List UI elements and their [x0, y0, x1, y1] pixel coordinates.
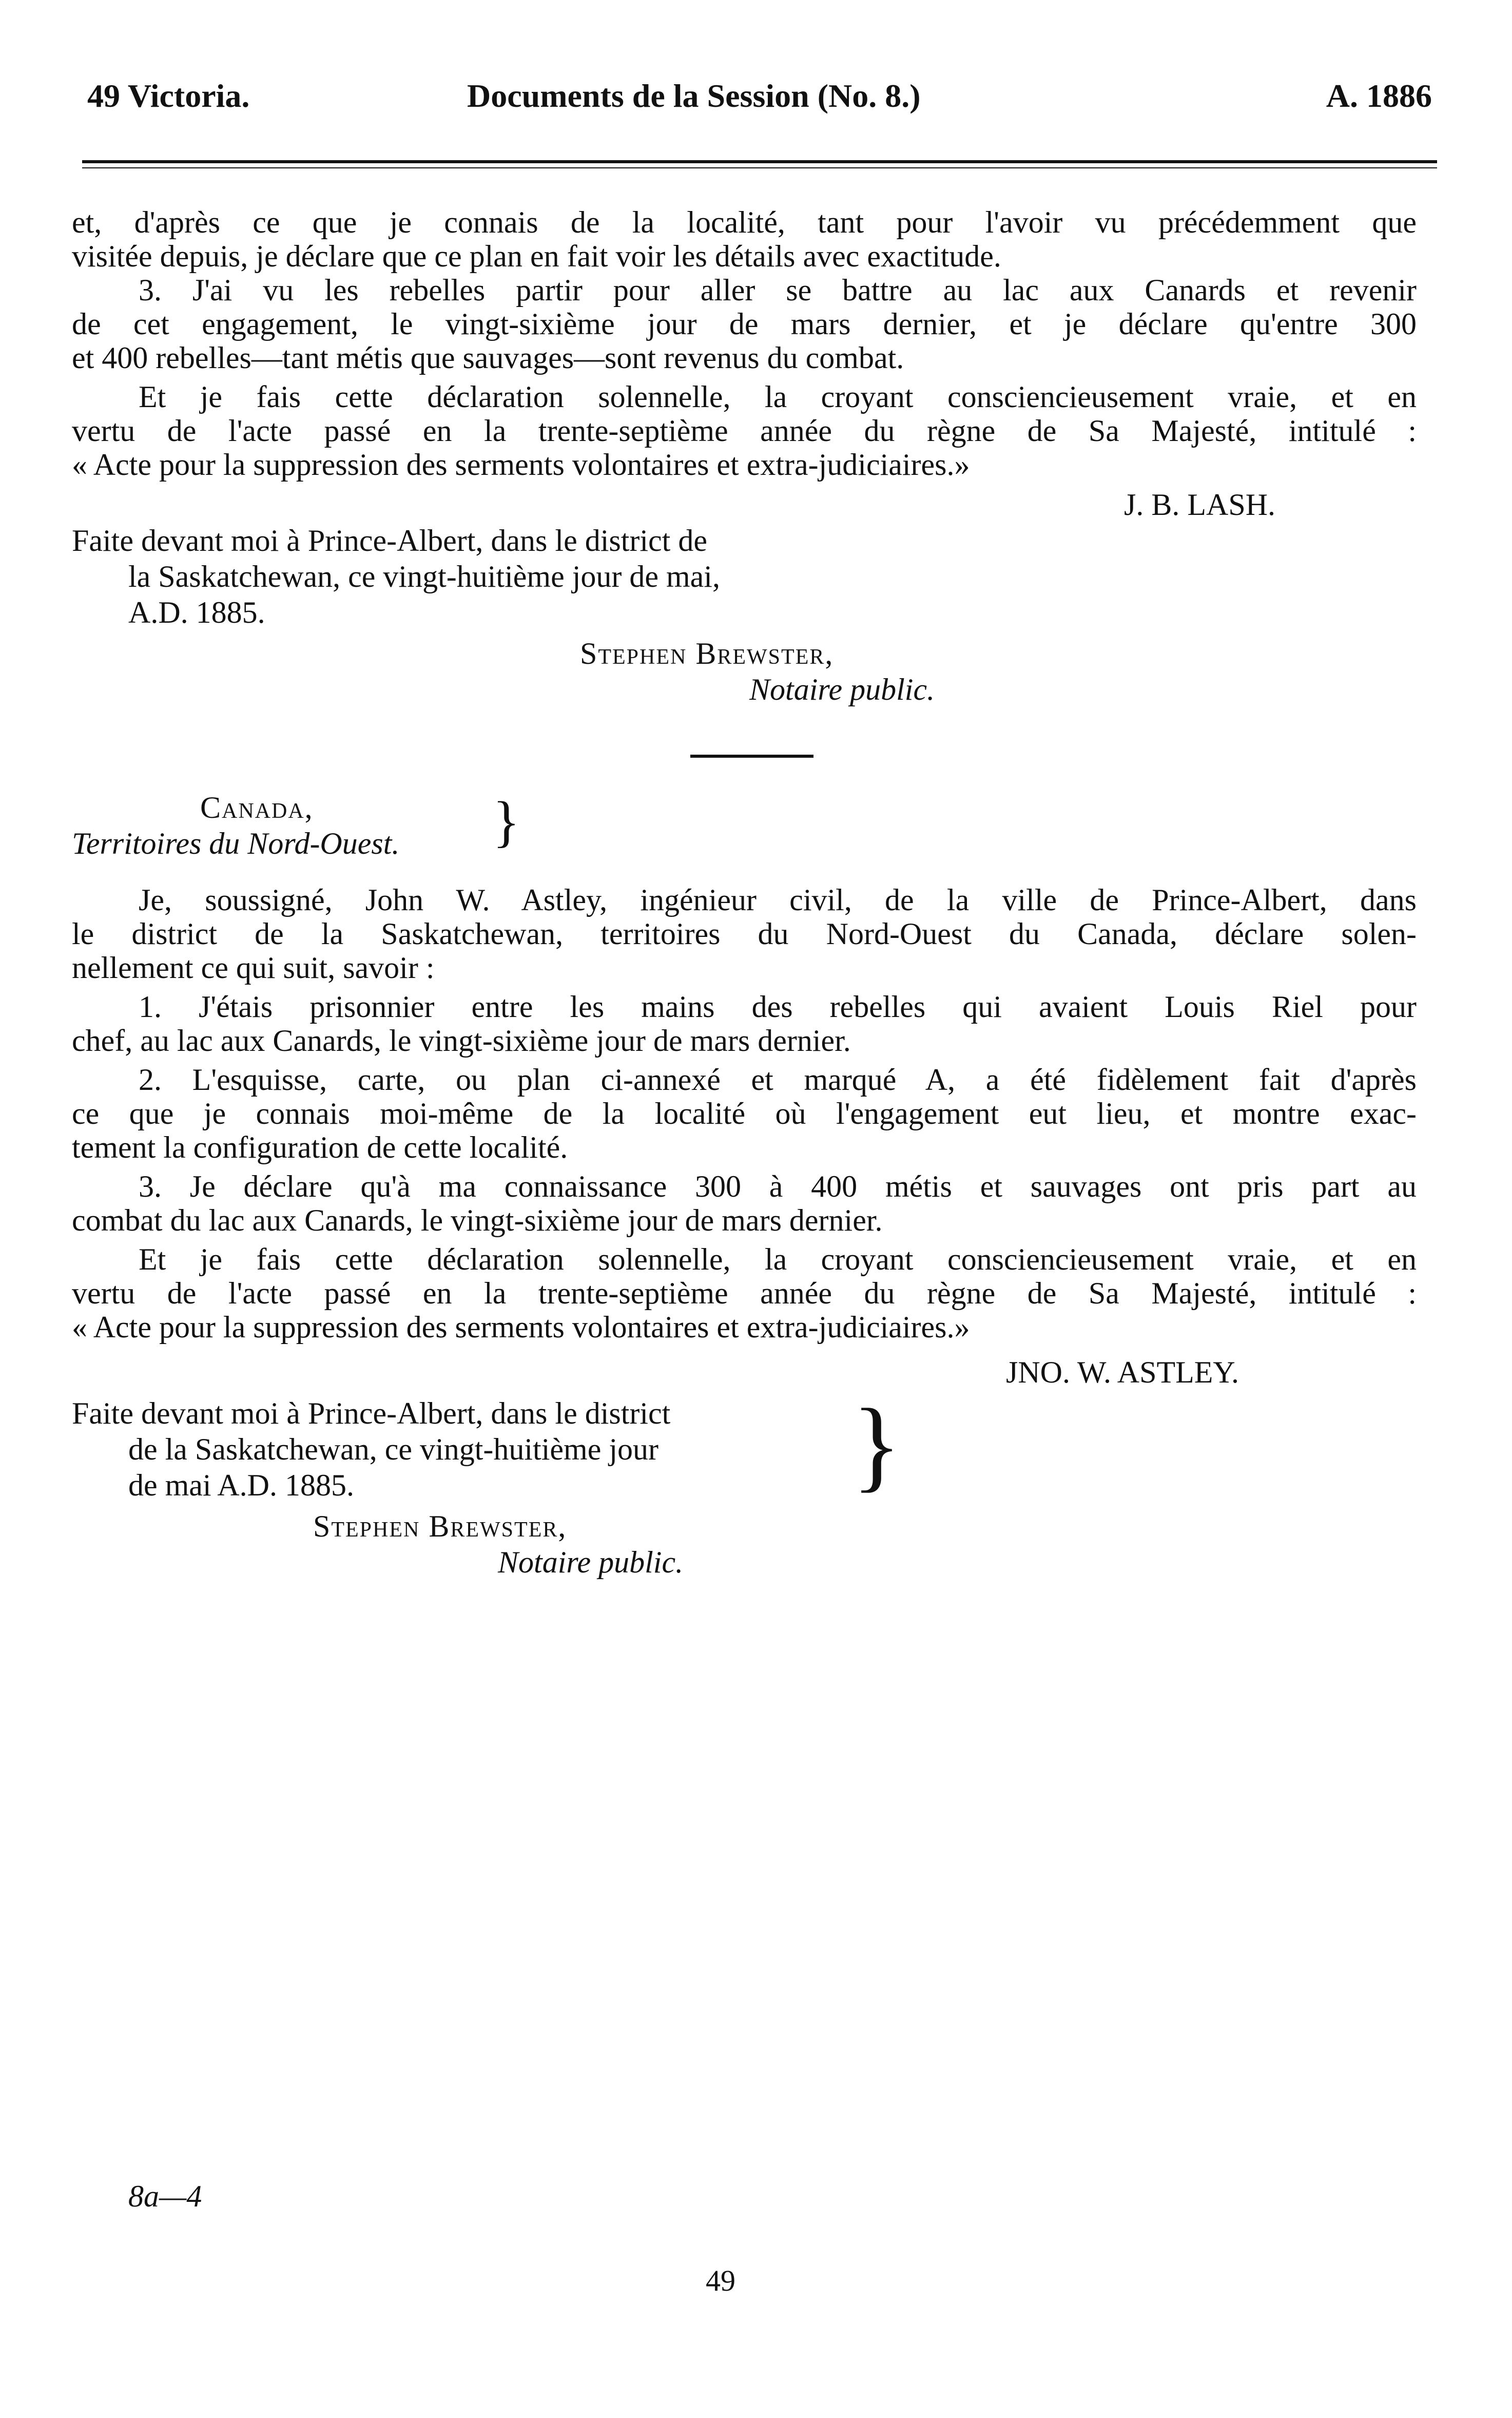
s1-p1-line1: et, d'après ce que je connais de la localité, tant pour l'avoir vu précédemment que — [72, 205, 1417, 239]
header-right: A. 1886 — [1326, 78, 1432, 114]
s2-intro-line1: Je, soussigné, John W. Astley, ingénieur civil, de la ville de Prince-Albert, dans — [139, 883, 1417, 917]
s2-p3-line2: combat du lac aux Canards, le vingt-sixième jour de mars dernier. — [72, 1203, 883, 1237]
s2-p3-line1: 3. Je déclare qu'à ma connaissance 300 à 400 métis et sauvages ont pris part au — [139, 1169, 1417, 1203]
s2-faite-brace: } — [852, 1388, 901, 1502]
s2-faite-line3: de mai A.D. 1885. — [128, 1468, 354, 1502]
s1-faite-line3: A.D. 1885. — [128, 596, 265, 629]
section-separator — [690, 755, 813, 758]
s2-venue-brace: } — [493, 790, 520, 853]
s2-signature: JNO. W. ASTLEY. — [1006, 1355, 1239, 1389]
running-header — [87, 77, 1432, 123]
s2-p1-line1: 1. J'étais prisonnier entre les mains des rebelles qui avaient Louis Riel pour — [139, 990, 1417, 1024]
s1-notary-title: Notaire public. — [749, 673, 935, 706]
s1-p3-line3: « Acte pour la suppression des serments volontaires et extra-judiciaires.» — [72, 448, 970, 482]
s1-notary-name: Stephen Brewster, — [580, 637, 834, 670]
s2-intro-line2: le district de la Saskatchewan, territoires du Nord-Ouest du Canada, déclare solen- — [72, 917, 1417, 951]
s1-p3-line2: vertu de l'acte passé en la trente-septième année du règne de Sa Majesté, intitulé : — [72, 414, 1417, 448]
s2-p1-line2: chef, au lac aux Canards, le vingt-sixième jour de mars dernier. — [72, 1024, 851, 1058]
s1-p2-line1: 3. J'ai vu les rebelles partir pour aller se battre au lac aux Canards et revenir — [139, 273, 1417, 307]
s2-p4-line2: vertu de l'acte passé en la trente-septième année du règne de Sa Majesté, intitulé : — [72, 1276, 1417, 1310]
header-rule-thick — [82, 160, 1437, 163]
s1-p2-line3: et 400 rebelles—tant métis que sauvages—sont revenus du combat. — [72, 341, 904, 375]
header-rule-thin — [82, 167, 1437, 168]
page-number: 49 — [706, 2264, 735, 2297]
header-center: Documents de la Session (No. 8.) — [467, 78, 921, 114]
s1-p1-line2: visitée depuis, je déclare que ce plan en fait voir les détails avec exactitude. — [72, 239, 1001, 273]
s1-faite-line1: Faite devant moi à Prince-Albert, dans le district de — [72, 524, 707, 558]
signature-mark: 8a—4 — [128, 2179, 202, 2213]
s2-venue-line2: Territoires du Nord-Ouest. — [72, 827, 400, 860]
s2-faite-line1: Faite devant moi à Prince-Albert, dans le district — [72, 1396, 671, 1430]
s2-intro-line3: nellement ce qui suit, savoir : — [72, 951, 435, 985]
s2-venue-line1: Canada, — [200, 791, 314, 824]
s2-p2-line2: ce que je connais moi-même de la localité où l'engagement eut lieu, et montre exac- — [72, 1097, 1417, 1130]
s2-notary-name: Stephen Brewster, — [313, 1509, 567, 1543]
s2-notary-title: Notaire public. — [498, 1545, 684, 1579]
s1-p3-line1: Et je fais cette déclaration solennelle, la croyant consciencieusement vraie, et en — [139, 380, 1417, 414]
s2-p2-line3: tement la configuration de cette localité. — [72, 1130, 568, 1164]
s2-p4-line3: « Acte pour la suppression des serments volontaires et extra-judiciaires.» — [72, 1310, 970, 1344]
header-left: 49 Victoria. — [87, 78, 250, 114]
s2-p2-line1: 2. L'esquisse, carte, ou plan ci-annexé et marqué A, a été fidèlement fait d'après — [139, 1063, 1417, 1097]
s1-faite-line2: la Saskatchewan, ce vingt-huitième jour de mai, — [128, 560, 720, 593]
s1-p2-line2: de cet engagement, le vingt-sixième jour de mars dernier, et je déclare qu'entre 300 — [72, 307, 1417, 341]
s2-faite-line2: de la Saskatchewan, ce vingt-huitième jour — [128, 1432, 658, 1466]
s2-p4-line1: Et je fais cette déclaration solennelle, la croyant consciencieusement vraie, et en — [139, 1242, 1417, 1276]
s1-signature: J. B. LASH. — [1124, 488, 1276, 522]
